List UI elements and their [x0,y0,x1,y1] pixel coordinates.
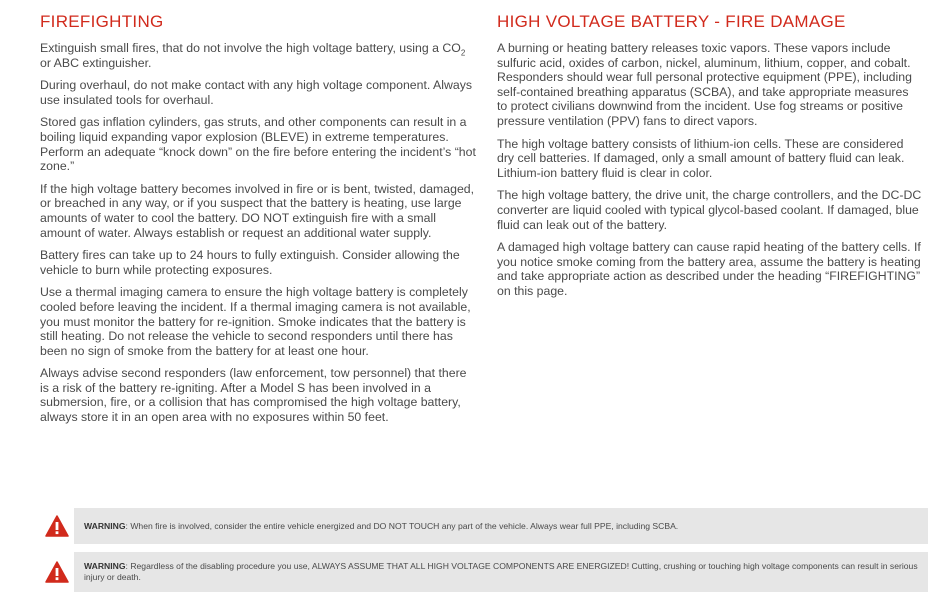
warning-message: : Regardless of the disabling procedure you use, ALWAYS ASSUME THAT ALL HIGH VOLTAGE COMPONENTS ARE ENERGIZED! Cutting, crushing or touching high voltage components can result in serious injury or death. [84,561,918,582]
firefighting-paragraph: Use a thermal imaging camera to ensure the high voltage battery is completely cooled before leaving the incident. If a thermal imaging camera is not available, you must monitor the battery for re-ignition. Smoke indicates that the battery is still heating. Do not release the vehicle to second responders until there has been no sign of smoke from the battery for at least one hour. [40,285,471,358]
co2-subscript: 2 [460,48,466,58]
fire-damage-paragraph: The high voltage battery consists of lithium-ion cells. These are considered dry cell batteries. If damaged, only a small amount of battery fluid can leak. Lithium-ion battery fluid is clear in color. [497,136,905,180]
firefighting-paragraph-1-text-a: Extinguish small fires, that do not involve the high voltage battery, using a CO [40,41,461,55]
firefighting-paragraph: Stored gas inflation cylinders, gas struts, and other components can result in a boiling liquid expanding vapor explosion (BLEVE) in extreme temperatures. Perform an adequate “knock down” on the fire before entering the incident’s “hot zone.” [40,115,476,174]
fire-damage-paragraph: A burning or heating battery releases toxic vapors. These vapors include sulfuric acid, oxides of carbon, nickel, aluminum, lithium, copper, and cobalt. Responders should wear full personal protective equipment (PPE), including self-contained breathing apparatus (SCBA), and take appropriate measures to protect civilians downwind from the incident. Use fog streams or positive pressure ventilation (PPV) fans to direct vapors. [497,41,912,128]
warning-icon-container [40,508,74,544]
warning-box [40,552,928,592]
fire-damage-paragraph: A damaged high voltage battery can cause rapid heating of the battery cells. If you notice smoke coming from the battery area, assume the battery is heating and take appropriate action as described under the heading “FIREFIGHTING” on this page. [497,240,921,298]
firefighting-column [40,12,478,433]
fire-damage-heading: HIGH VOLTAGE BATTERY - FIRE DAMAGE [497,12,846,31]
firefighting-paragraph: If the high voltage battery becomes involved in fire or is bent, twisted, damaged, or breached in any way, or if you suspect that the battery is heating, use large amounts of water to cool the battery. DO NOT extinguish fire with a small amount of water. Always establish or request an additional water supply. [40,181,475,240]
warning-box [40,508,928,544]
warnings-section [40,508,928,600]
warning-label: WARNING [84,561,126,571]
warning-message: : When fire is involved, consider the entire vehicle energized and DO NOT TOUCH any part of the vehicle. Always wear full PPE, including SCBA. [125,520,679,531]
warning-text [74,521,688,532]
firefighting-heading: FIREFIGHTING [40,12,164,31]
warning-triangle-icon [45,561,69,583]
firefighting-paragraph-1-text-b: or ABC extinguisher. [40,55,152,70]
warning-icon-container [40,552,74,592]
firefighting-paragraph: Always advise second responders (law enforcement, tow personnel) that there is a risk of the battery re-igniting. After a Model S has been involved in a submersion, fire, or a collision that has compromised the high voltage battery, always store it in an open area with no exposures within 50 feet. [40,366,467,425]
firefighting-paragraph-1 [40,41,478,70]
warning-triangle-icon [45,515,69,537]
warning-text [74,561,928,583]
firefighting-paragraph: Battery fires can take up to 24 hours to fully extinguish. Consider allowing the vehicle to burn while protecting exposures. [40,248,460,277]
fire-damage-paragraph: The high voltage battery, the drive unit, the charge controllers, and the DC-DC converter are liquid cooled with typical glycol-based coolant. If damaged, blue fluid can leak out of the battery. [497,188,922,232]
fire-damage-column [497,12,922,307]
firefighting-paragraph: During overhaul, do not make contact with any high voltage component. Always use insulated tools for overhaul. [40,78,473,107]
warning-label: WARNING [84,520,126,531]
